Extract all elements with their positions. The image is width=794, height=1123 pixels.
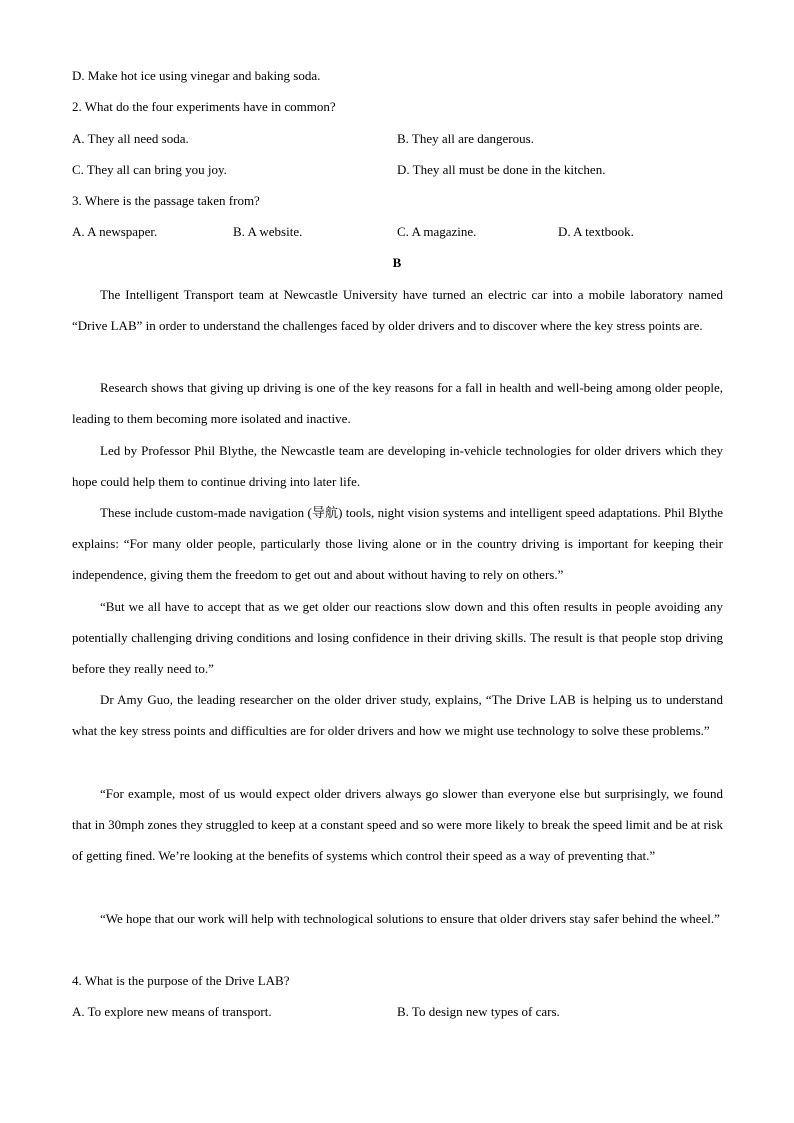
section-b-title: B [392,255,402,270]
passage-paragraph: Dr Amy Guo, the leading researcher on the older driver study, explains, “The Drive LAB is helping us to understand what the key stress points and difficulties are for older drivers and how we might use technology to solve these problems.” [72,692,723,738]
passage-paragraph: Research shows that giving up driving is one of the key reasons for a fall in health and well-being among older people, leading to them becoming more isolated and inactive. [72,380,723,426]
q2-option-b: B. They all are dangerous. [397,131,534,146]
q1-option-d: D. Make hot ice using vinegar and baking soda. [72,68,321,83]
q2-question: 2. What do the four experiments have in common? [72,99,336,114]
passage-paragraph: “For example, most of us would expect older drivers always go slower than everyone else but surprisingly, we found that in 30mph zones they struggled to keep at a constant speed and so were more likely to break the speed limit and be at risk of getting fined. We’re looking at the benefits of systems which control their speed as a way of preventing that.” [72,786,723,863]
q4-question: 4. What is the purpose of the Drive LAB? [72,973,290,988]
q2-option-c: C. They all can bring you joy. [72,162,227,177]
passage-paragraph: “But we all have to accept that as we get older our reactions slow down and this often results in people avoiding any potentially challenging driving conditions and losing confidence in their driving skills. The result is that people stop driving before they really need to.” [72,599,723,676]
passage-paragraph: These include custom-made navigation (导航) tools, night vision systems and intelligent speed adaptations. Phil Blythe explains: “For many older people, particularly those living alone or in the country driving is important for keeping their independence, giving them the freedom to get out and about without having to rely on others.” [72,505,723,582]
q2-option-a: A. They all need soda. [72,131,189,146]
q2-option-d: D. They all must be done in the kitchen. [397,162,606,177]
passage-paragraph: “We hope that our work will help with technological solutions to ensure that older drivers stay safer behind the wheel.” [100,911,720,926]
q4-option-a: A. To explore new means of transport. [72,1004,272,1019]
q3-option-c: C. A magazine. [397,224,477,239]
q3-option-a: A. A newspaper. [72,224,158,239]
q3-option-d: D. A textbook. [558,224,634,239]
q4-option-b: B. To design new types of cars. [397,1004,560,1019]
passage-paragraph: Led by Professor Phil Blythe, the Newcastle team are developing in-vehicle technologies for older drivers which they hope could help them to continue driving into later life. [72,443,723,489]
q3-option-b: B. A website. [233,224,303,239]
passage-paragraph: The Intelligent Transport team at Newcastle University have turned an electric car into a mobile laboratory named “Drive LAB” in order to understand the challenges faced by older drivers and to discover where the key stress points are. [72,287,723,333]
q3-question: 3. Where is the passage taken from? [72,193,260,208]
